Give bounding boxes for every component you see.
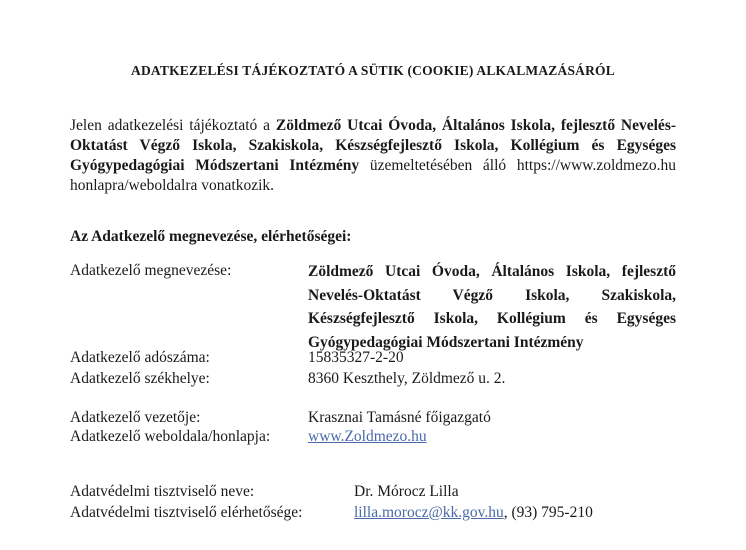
controller-name-line: Zöldmező Utcai Óvoda, Általános Iskola, fejlesztő <box>308 263 676 280</box>
controller-head-value: Krasznai Tamásné főigazgató <box>308 409 491 426</box>
dpo-name-value: Dr. Mórocz Lilla <box>354 483 459 500</box>
dpo-email-link[interactable]: lilla.morocz@kk.gov.hu <box>354 504 504 521</box>
intro-paragraph <box>70 116 676 196</box>
dpo-contact-value <box>354 503 593 523</box>
controller-web-link[interactable]: www.Zoldmezo.hu <box>308 428 427 445</box>
controller-tax-label: Adatkezelő adószáma: <box>70 349 210 366</box>
document-title: ADATKEZELÉSI TÁJÉKOZTATÓ A SÜTIK (COOKIE) ALKALMAZÁSÁRÓL <box>131 63 615 78</box>
controller-seat-label: Adatkezelő székhelye: <box>70 370 210 387</box>
controller-seat-value: 8360 Keszthely, Zöldmező u. 2. <box>308 370 506 387</box>
controller-name-line: Nevelés-Oktatást Végző Iskola, Szakiskola, <box>308 286 676 304</box>
intro-prefix: Jelen adatkezelési tájékoztató a <box>70 117 276 134</box>
dpo-phone: , (93) 795-210 <box>503 504 593 521</box>
controller-name-line: Készségfejlesztő Iskola, Kollégium és Egységes <box>308 310 676 327</box>
dpo-name-label: Adatvédelmi tisztviselő neve: <box>70 483 255 500</box>
controller-tax-value: 15835327-2-20 <box>308 349 404 366</box>
controller-name-line: Gyógypedagógiai Módszertani Intézmény <box>308 333 584 351</box>
controller-head-label: Adatkezelő vezetője: <box>70 409 201 426</box>
controller-web-label: Adatkezelő weboldala/honlapja: <box>70 428 271 445</box>
controller-name-label: Adatkezelő megnevezése: <box>70 262 232 279</box>
dpo-contact-label: Adatvédelmi tisztviselő elérhetősége: <box>70 504 303 521</box>
intro-suffix: üzemeltetésében álló https://www.zoldmezo.hu honlapra/weboldalra vonatkozik. <box>70 157 676 194</box>
controller-name-value <box>308 260 676 354</box>
controller-section-heading: Az Adatkezelő megnevezése, elérhetőségei: <box>70 228 352 245</box>
intro-organization: Zöldmező Utcai Óvoda, Általános Iskola, fejlesztő Nevelés-Oktatást Végző Iskola, Szakiskola, Készségfejlesztő Iskola, Kollégium és Egységes Gyógypedagógiai Módszertani Intézmény <box>70 117 677 174</box>
